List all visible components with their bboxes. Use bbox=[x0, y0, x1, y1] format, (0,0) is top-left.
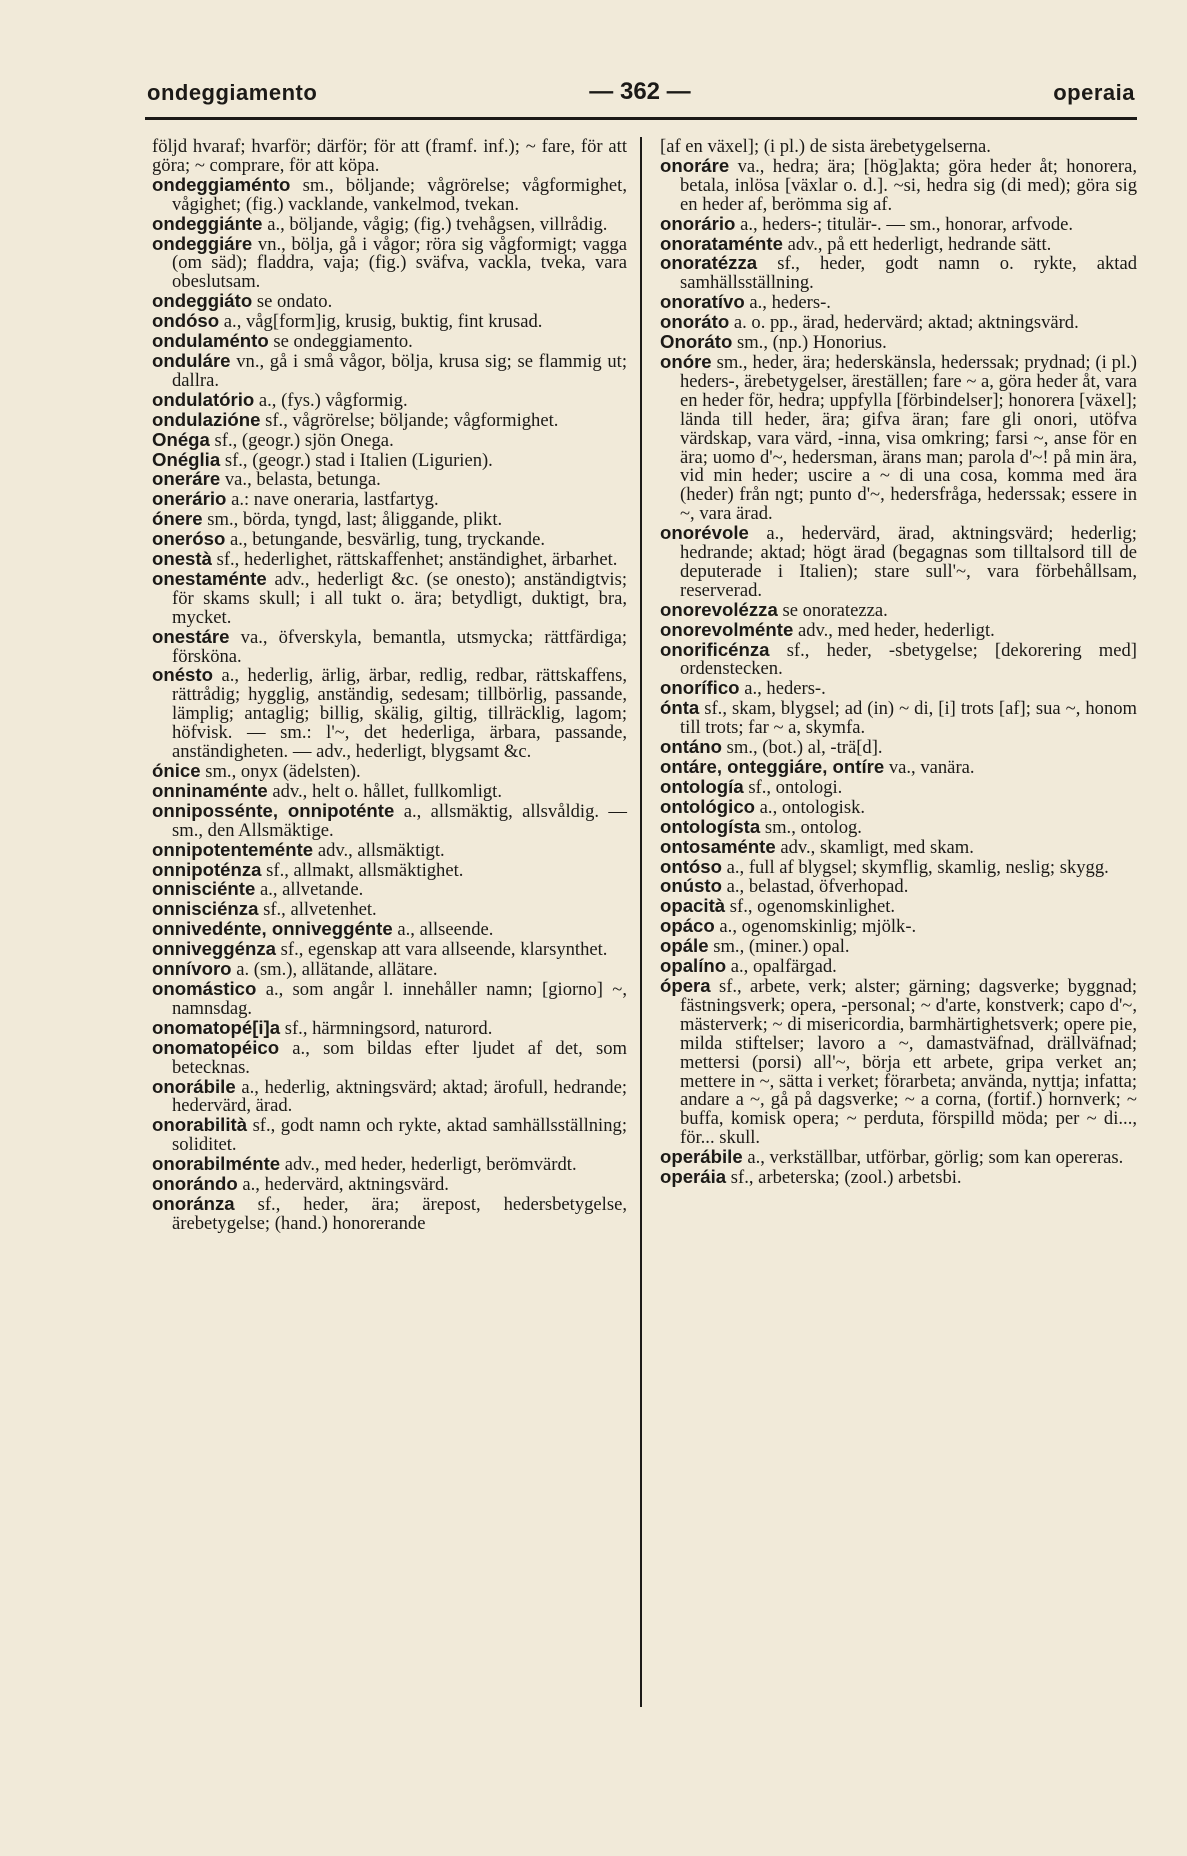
definition-text: a., som bildas efter ljudet af det, som betecknas. bbox=[172, 1037, 628, 1078]
definition-text: a., som angår l. innehåller namn; [giorno] ~, namnsdag. bbox=[172, 978, 627, 1019]
definition-text: sf., härmningsord, naturord. bbox=[284, 1017, 493, 1039]
dictionary-entry bbox=[152, 428, 627, 451]
headword: Onoráto bbox=[660, 331, 733, 353]
dictionary-entry bbox=[660, 974, 1137, 1149]
dictionary-entry bbox=[660, 815, 1137, 838]
headword: onomástico bbox=[152, 977, 257, 999]
definition-text: va., hedra; ära; [hög]akta; göra heder åt; honorera, betala, inlösa [växlar o. d.]. ~si, hedra sig (di med); göra sig en heder af, berömma sig af. bbox=[680, 155, 1137, 215]
headword: onorabilità bbox=[152, 1114, 248, 1136]
headword: onoratézza bbox=[660, 252, 758, 274]
definition-text: sm., (bot.) al, -trä[d]. bbox=[726, 737, 883, 759]
dictionary-entry bbox=[152, 567, 627, 628]
dictionary-entry bbox=[152, 960, 627, 980]
headword: operáia bbox=[660, 1166, 727, 1188]
dictionary-entry bbox=[660, 1168, 1137, 1188]
dictionary-entry bbox=[152, 1192, 627, 1234]
dictionary-entry bbox=[152, 490, 627, 510]
definition-text: a., opalfärgad. bbox=[730, 956, 837, 978]
headword: onésto bbox=[152, 664, 213, 686]
dictionary-entry bbox=[152, 1016, 627, 1039]
dictionary-entry bbox=[152, 530, 627, 550]
headword: ondeggiáto bbox=[152, 290, 253, 312]
dictionary-entry bbox=[660, 212, 1137, 235]
headword: opále bbox=[660, 935, 709, 957]
definition-text: [af en växel]; (i pl.) de sista ärebetygelserna. bbox=[660, 136, 991, 157]
dictionary-entry bbox=[152, 448, 627, 471]
headword: onóre bbox=[660, 350, 712, 372]
headword: ondulazióne bbox=[152, 408, 261, 430]
definition-text: följd hvaraf; hvarför; därför; för att (framf. inf.); ~ fare, för att göra; ~ comprare, för att köpa. bbox=[152, 136, 627, 176]
definition-text: sf., arbete, verk; alster; gärning; dagsverke; byggnad; fästningsverk; opera, -personal; ~ d'arte, konstverk; capo d'~, mästerverk; ~ di misericordia, barmhärtighetsverk; opere pie, milda stiftelser; lavoro a ~, damastväfnad, drällväfnad; mettersi (porsi) all'~, börja ett arbete, gripa verket an; mettere in ~, sätta i verket; förarbeta; använda, nyttja; infatta; andare a ~, gå på dagsverke; ~ a corna, (fortif.) hornverk; ~ buffa, komisk opera; ~ perduta, förspilld möda; per ~ di..., för... skull. bbox=[680, 975, 1137, 1149]
definition-text: sf., allmakt, allsmäktighet. bbox=[266, 859, 464, 881]
left-column bbox=[152, 138, 627, 1234]
definition-text: a., (fys.) vågformig. bbox=[258, 389, 408, 411]
headword: onnipossénte, onnipoténte bbox=[152, 799, 395, 821]
headword: onoráto bbox=[660, 311, 730, 333]
headword: ondulaménto bbox=[152, 330, 269, 352]
headword: Onéglia bbox=[152, 448, 221, 470]
definition-text: sf., ogenomskinlighet. bbox=[729, 896, 896, 918]
definition-text: sm., böljande; vågrörelse; vågformighet, vågighet; (fig.) vacklande, vankelmod, tvekan. bbox=[172, 174, 627, 215]
definition-text: a., våg[form]ig, krusig, buktig, fint krusad. bbox=[223, 311, 543, 333]
definition-text: sf., godt namn och rykte, aktad samhällsställning; soliditet. bbox=[172, 1115, 627, 1156]
headword: onústo bbox=[660, 875, 722, 897]
dictionary-entry bbox=[660, 333, 1137, 353]
dictionary-entry bbox=[152, 232, 627, 293]
headword: onorevolézza bbox=[660, 598, 778, 620]
headword: ónice bbox=[152, 760, 201, 781]
definition-text: sf., (geogr.) sjön Onega. bbox=[214, 429, 394, 451]
headword: onorábile bbox=[152, 1075, 236, 1097]
headword: ónere bbox=[152, 508, 203, 530]
headword: onorevolménte bbox=[660, 618, 794, 640]
headword: onoránza bbox=[152, 1192, 235, 1214]
definition-text: sf., hederlighet, rättskaffenhet; anständighet, ärbarhet. bbox=[216, 549, 618, 571]
headword: onninaménte bbox=[152, 779, 268, 801]
header-rule bbox=[145, 117, 1137, 120]
dictionary-entry bbox=[152, 332, 627, 352]
dictionary-entry bbox=[660, 937, 1137, 957]
definition-text: a., hedervärd, ärad, aktningsvärd; hederlig; hedrande; aktad; högt ärad (begagnas som tilltalsord till de deputerade i Italien); stare sull'~, vara förbehållsam, reserverad. bbox=[680, 523, 1137, 601]
headword: onnisciénza bbox=[152, 898, 259, 920]
headword: ontología bbox=[660, 775, 744, 797]
headword: ontologísta bbox=[660, 815, 761, 837]
definition-text: adv., allsmäktigt. bbox=[317, 839, 445, 861]
dictionary-entry bbox=[152, 550, 627, 570]
definition-text: se ondato. bbox=[256, 291, 333, 313]
definition-text: se ondeggiamento. bbox=[273, 331, 413, 353]
headword: onnipotenteménte bbox=[152, 838, 314, 860]
dictionary-entry bbox=[152, 1075, 627, 1117]
dictionary-entry bbox=[152, 349, 627, 391]
headword: onorífico bbox=[660, 677, 740, 699]
headword: operábile bbox=[660, 1146, 743, 1168]
definition-text: adv., på ett hederligt, hedrande sätt. bbox=[787, 233, 1052, 255]
headword: ondulatório bbox=[152, 388, 255, 410]
dictionary-entry bbox=[152, 173, 627, 215]
headword: ontóso bbox=[660, 855, 722, 877]
dictionary-entry bbox=[660, 232, 1137, 255]
definition-text: a., full af blygsel; skymflig, skamlig, neslig; skygg. bbox=[726, 856, 1109, 878]
dictionary-entry bbox=[660, 638, 1137, 680]
dictionary-entry bbox=[152, 666, 627, 762]
headword: onniveggénza bbox=[152, 938, 276, 960]
dictionary-entry bbox=[152, 388, 627, 411]
dictionary-entry bbox=[152, 292, 627, 312]
entry-continuation bbox=[660, 138, 1137, 157]
dictionary-entry bbox=[660, 917, 1137, 937]
definition-text: a.: nave oneraria, lastfartyg. bbox=[231, 489, 439, 511]
headword: onestaménte bbox=[152, 567, 267, 589]
definition-text: sf., heder, ära; ärepost, hedersbetygelse, ärebetygelse; (hand.) honorerande bbox=[172, 1193, 627, 1234]
dictionary-entry bbox=[152, 212, 627, 235]
definition-text: a., verkställbar, utförbar, görlig; som kan opereras. bbox=[747, 1147, 1124, 1169]
definition-text: adv., med heder, hederligt, berömvärdt. bbox=[284, 1154, 577, 1176]
definition-text: a., heders-; titulär-. — sm., honorar, arfvode. bbox=[740, 213, 1074, 235]
definition-text: sf., (geogr.) stad i Italien (Ligurien). bbox=[224, 449, 493, 471]
dictionary-entry bbox=[660, 855, 1137, 878]
column-divider bbox=[640, 137, 642, 1707]
dictionary-entry bbox=[152, 625, 627, 667]
dictionary-entry bbox=[152, 1155, 627, 1175]
dictionary-entry bbox=[152, 762, 627, 782]
definition-text: a., allsmäktig, allsvåldig. — sm., den Allsmäktige. bbox=[172, 800, 627, 841]
headword: ontosaménte bbox=[660, 835, 776, 857]
dictionary-entry bbox=[660, 775, 1137, 798]
headword: ondeggiaménto bbox=[152, 173, 291, 195]
headword: oneróso bbox=[152, 528, 226, 550]
headword: onorataménte bbox=[660, 232, 783, 254]
definition-text: a., hederlig, aktningsvärd; aktad; ärofull, hedrande; hedervärd, ärad. bbox=[172, 1076, 627, 1117]
headword: ondeggiánte bbox=[152, 212, 263, 234]
headword: onomatopéico bbox=[152, 1036, 280, 1058]
definition-text: adv., helt o. hållet, fullkomligt. bbox=[272, 780, 502, 802]
headword: onnívoro bbox=[152, 958, 232, 980]
headword: ontáno bbox=[660, 736, 722, 758]
headword: onorificénza bbox=[660, 638, 770, 660]
dictionary-entry bbox=[660, 738, 1137, 758]
definition-text: a. (sm.), allätande, allätare. bbox=[236, 959, 438, 981]
definition-text: adv., skamligt, med skam. bbox=[780, 836, 974, 858]
dictionary-entry bbox=[660, 1148, 1137, 1168]
dictionary-entry bbox=[152, 799, 627, 841]
definition-text: sf., heder, -sbetygelse; [dekorering med] ordenstecken. bbox=[680, 639, 1137, 680]
definition-text: sm., (miner.) opal. bbox=[713, 936, 850, 958]
headword: ondeggiáre bbox=[152, 232, 253, 254]
headword: onorándo bbox=[152, 1173, 238, 1195]
dictionary-entry bbox=[660, 897, 1137, 917]
dictionary-entry bbox=[660, 598, 1137, 621]
headword: onomatopé[i]a bbox=[152, 1016, 281, 1038]
headword: ónta bbox=[660, 697, 700, 719]
headword: onnipoténza bbox=[152, 858, 262, 880]
dictionary-entry bbox=[152, 1116, 627, 1155]
headword: ópera bbox=[660, 974, 711, 996]
dictionary-entry bbox=[152, 470, 627, 490]
headword: onerário bbox=[152, 488, 227, 510]
dictionary-entry bbox=[152, 1036, 628, 1078]
definition-text: adv., hederligt &c. (se onesto); anständigtvis; för skams skull; i all tukt o. ära; betydligt, duktigt, bra, mycket. bbox=[172, 568, 627, 628]
definition-text: a., allseende. bbox=[397, 919, 494, 941]
entry-continuation bbox=[152, 138, 627, 176]
headword: opáco bbox=[660, 915, 715, 937]
definition-text: sm., börda, tyngd, last; åliggande, plikt. bbox=[207, 509, 503, 531]
definition-text: va., vanära. bbox=[888, 757, 975, 778]
dictionary-entry bbox=[152, 1175, 627, 1195]
dictionary-entry bbox=[660, 957, 1137, 977]
definition-text: sm., heder, ära; hederskänsla, hederssak; prydnad; (i pl.) heders-, ärebetygelser, äreställen; fare ~ a, göra heder åt, vara en heder för, hedra; uppfylla [förbindelser]; honorera [växel]; lända till heder, ära; gifva äran; fare gli onori, utöfva värdskap, vara värd, -inna, visa omkring; farsi ~, anse för en ära; uomo d'~, hedersman, ärans man; parola d'~! på min ära, vid min heder; uscire a ~ di una cosa, komma med ära (heder) från ngt; punto d'~, hedersfråga, hederssak; essere in ~, vara ärad. bbox=[680, 351, 1137, 525]
definition-text: sf., ontologi. bbox=[748, 776, 843, 798]
headword: ontológico bbox=[660, 795, 756, 817]
headword: onestáre bbox=[152, 625, 230, 647]
dictionary-entry bbox=[660, 699, 1137, 738]
dictionary-entry bbox=[152, 838, 627, 861]
dictionary-entry bbox=[152, 880, 627, 900]
headword: onorabilménte bbox=[152, 1153, 281, 1175]
dictionary-entry bbox=[660, 758, 1137, 778]
dictionary-entry bbox=[152, 312, 627, 332]
definition-text: a. o. pp., ärad, hedervärd; aktad; aktningsvärd. bbox=[733, 312, 1079, 334]
headword: onduláre bbox=[152, 349, 231, 371]
definition-text: sm., (np.) Honorius. bbox=[736, 332, 887, 354]
dictionary-entry bbox=[660, 618, 1137, 641]
definition-text: a., belastad, öfverhopad. bbox=[726, 876, 909, 898]
right-column bbox=[660, 138, 1137, 1188]
headword: ondóso bbox=[152, 310, 220, 332]
headword: onnisciénte bbox=[152, 878, 256, 900]
definition-text: sf., egenskap att vara allseende, klarsynthet. bbox=[280, 939, 608, 961]
dictionary-entry bbox=[660, 877, 1137, 897]
dictionary-entry bbox=[152, 900, 627, 920]
definition-text: va., öfverskyla, bemantla, utsmycka; rättfärdiga; försköna. bbox=[172, 626, 627, 667]
headword: ontáre, onteggiáre, ontíre bbox=[660, 756, 885, 777]
dictionary-entry bbox=[152, 779, 627, 802]
definition-text: sf., arbeterska; (zool.) arbetsbi. bbox=[730, 1167, 962, 1189]
definition-text: a., heders-. bbox=[749, 292, 831, 314]
dictionary-entry bbox=[152, 940, 627, 960]
headword: onorário bbox=[660, 212, 736, 234]
headword: onestà bbox=[152, 548, 212, 570]
headword: onnivedénte, onniveggénte bbox=[152, 918, 393, 940]
dictionary-entry bbox=[660, 254, 1137, 293]
header-right-guide-word: operaia bbox=[1053, 80, 1135, 105]
definition-text: a., hedervärd, aktningsvärd. bbox=[242, 1174, 449, 1196]
definition-text: sm., ontolog. bbox=[764, 816, 862, 838]
definition-text: a., ontologisk. bbox=[759, 796, 866, 818]
definition-text: sf., allvetenhet. bbox=[263, 899, 377, 921]
definition-text: a., heders-. bbox=[744, 678, 826, 700]
dictionary-entry bbox=[152, 977, 627, 1019]
dictionary-entry bbox=[660, 154, 1137, 215]
dictionary-entry bbox=[660, 835, 1137, 858]
headword: opalíno bbox=[660, 955, 727, 977]
dictionary-entry bbox=[152, 858, 627, 881]
definition-text: sf., vågrörelse; böljande; vågformighet. bbox=[265, 409, 559, 431]
dictionary-entry bbox=[660, 293, 1137, 313]
dictionary-entry bbox=[152, 510, 627, 530]
headword: onoratívo bbox=[660, 291, 745, 313]
dictionary-entry bbox=[660, 524, 1137, 601]
headword: Onéga bbox=[152, 428, 210, 450]
headword: opacità bbox=[660, 895, 726, 917]
definition-text: a., böljande, vågig; (fig.) tvehågsen, villrådig. bbox=[267, 213, 608, 235]
header-left-guide-word: ondeggiamento bbox=[147, 80, 318, 105]
definition-text: sm., onyx (ädelsten). bbox=[205, 761, 361, 782]
definition-text: adv., med heder, hederligt. bbox=[797, 619, 995, 641]
definition-text: sf., skam, blygsel; ad (in) ~ di, [i] trots [af]; sua ~, honom till trots; far ~ a, skymfa. bbox=[680, 698, 1137, 739]
definition-text: va., belasta, betunga. bbox=[224, 469, 381, 491]
definition-text: a., ogenomskinlig; mjölk-. bbox=[719, 916, 917, 938]
definition-text: a., hederlig, ärlig, ärbar, redlig, redbar, rättskaffens, rättrådig; hygglig, anständig, sedesam; tillbörlig, passande, lämplig; antaglig; billig, skälig, giltig, tillräcklig, lagom; höfvisk. — sm.: l'~, det hederliga, ärbara, passande, anständigheten. — adv., hederligt, blygsamt &c. bbox=[172, 665, 627, 763]
dictionary-entry bbox=[660, 795, 1137, 818]
dictionary-entry bbox=[660, 350, 1137, 525]
headword: onoráre bbox=[660, 154, 730, 176]
page-header bbox=[145, 80, 1135, 110]
definition-text: vn., gå i små vågor, bölja, krusa sig; se flammig ut; dallra. bbox=[172, 350, 627, 391]
definition-text: sf., heder, godt namn o. rykte, aktad samhällsställning. bbox=[680, 253, 1137, 294]
headword: oneráre bbox=[152, 468, 221, 490]
definition-text: a., allvetande. bbox=[259, 879, 364, 901]
definition-text: vn., bölja, gå i vågor; röra sig vågformigt; vagga (om säd); fladdra, vaja; (fig.) sväfva, vackla, tveka, vara obeslutsam. bbox=[172, 233, 627, 293]
dictionary-entry bbox=[660, 313, 1137, 333]
definition-text: a., betungande, besvärlig, tung, tryckande. bbox=[230, 529, 545, 551]
page-number: — 362 — bbox=[589, 78, 691, 105]
dictionary-entry bbox=[152, 920, 627, 940]
dictionary-entry bbox=[152, 408, 627, 431]
definition-text: se onoratezza. bbox=[782, 599, 888, 621]
dictionary-entry bbox=[660, 679, 1137, 699]
headword: onorévole bbox=[660, 522, 749, 544]
